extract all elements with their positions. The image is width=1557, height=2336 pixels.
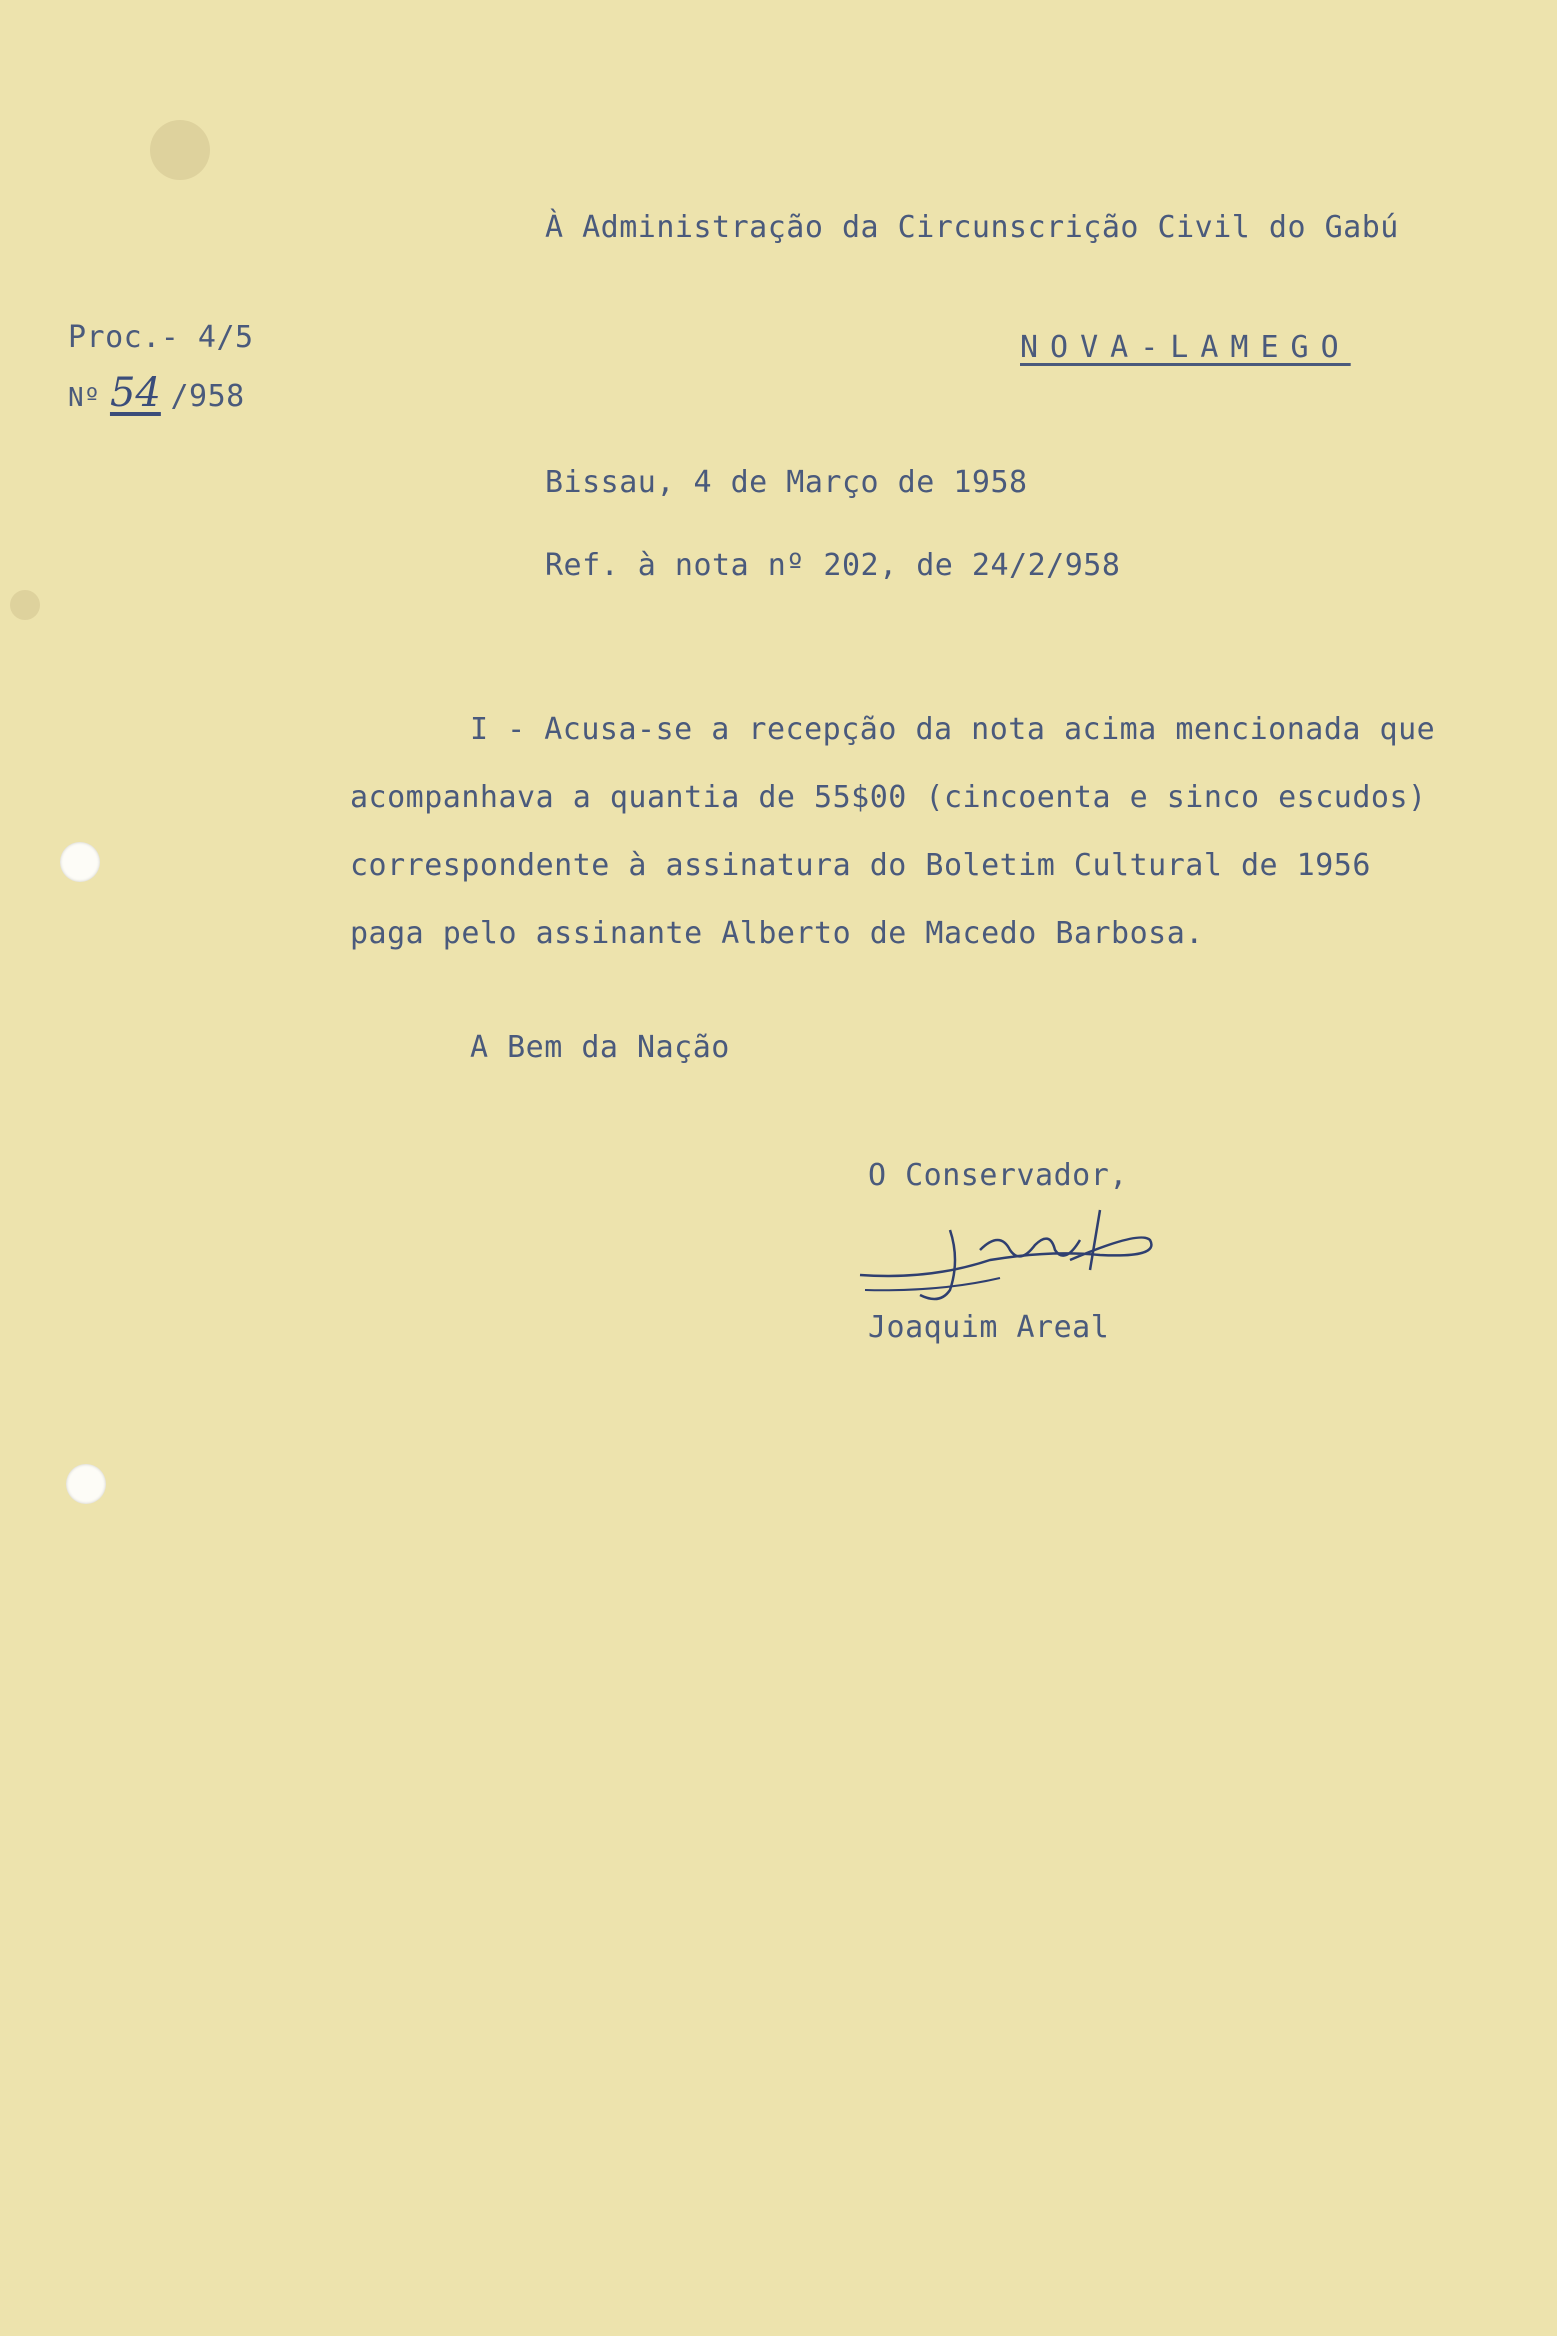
addressee-line: À Administração da Circunscrição Civil do Gabú (545, 210, 1399, 245)
process-number: Proc.- 4/5 (68, 320, 254, 355)
reference-line: Ref. à nota nº 202, de 24/2/958 (545, 548, 1121, 583)
punch-hole-top (60, 842, 100, 882)
number-prefix: Nº (68, 383, 101, 413)
destination-place: NOVA-LAMEGO (1020, 330, 1351, 365)
body-line-3: correspondente à assinatura do Boletim Cultural de 1956 (350, 848, 1371, 883)
punch-hole-bottom (66, 1464, 106, 1504)
body-line-1: I - Acusa-se a recepção da nota acima mencionada que (470, 712, 1436, 747)
paper-stain (150, 120, 210, 180)
body-line-2: acompanhava a quantia de 55$00 (cincoenta e sinco escudos) (350, 780, 1427, 815)
closing-salutation: A Bem da Nação (470, 1030, 730, 1065)
signatory-name: Joaquim Areal (868, 1310, 1110, 1345)
paper-stain (10, 590, 40, 620)
dateline: Bissau, 4 de Março de 1958 (545, 465, 1028, 500)
signatory-title: O Conservador, (868, 1158, 1128, 1193)
number-suffix: /958 (170, 379, 245, 414)
handwritten-signature (850, 1190, 1190, 1320)
document-number (68, 370, 245, 416)
number-handwritten: 54 (109, 370, 161, 416)
body-line-4: paga pelo assinante Alberto de Macedo Barbosa. (350, 916, 1204, 951)
